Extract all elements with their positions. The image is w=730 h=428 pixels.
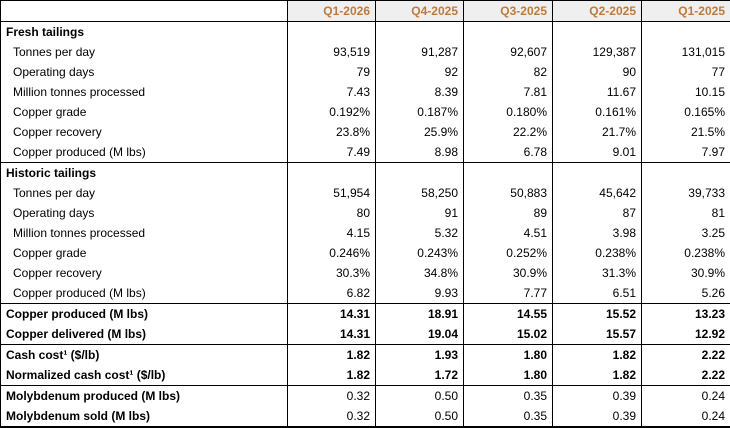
cell-value: 18.91 — [376, 304, 464, 325]
cell-empty — [288, 22, 376, 43]
cell-value: 30.9% — [642, 263, 730, 283]
cell-value: 23.8% — [288, 122, 376, 142]
cell-value: 91 — [376, 203, 464, 223]
cell-value: 30.3% — [288, 263, 376, 283]
cell-value: 21.5% — [642, 122, 730, 142]
cell-value: 0.35 — [464, 386, 553, 407]
cell-value: 30.9% — [464, 263, 553, 283]
table-row — [1, 223, 730, 243]
cell-value: 19.04 — [376, 324, 464, 345]
cell-value: 14.31 — [288, 324, 376, 345]
summary-row-label: Molybdenum sold (M lbs) — [1, 406, 288, 427]
cell-value: 79 — [288, 62, 376, 82]
cell-value: 21.7% — [553, 122, 642, 142]
section-title: Fresh tailings — [1, 22, 288, 43]
cell-value: 6.82 — [288, 283, 376, 304]
cell-value: 22.2% — [464, 122, 553, 142]
summary-row-label: Cash cost¹ ($/lb) — [1, 345, 288, 366]
cell-value: 0.187% — [376, 102, 464, 122]
cell-value: 3.25 — [642, 223, 730, 243]
header-quarter-q1-2025: Q1-2025 — [642, 1, 730, 22]
table-row — [1, 142, 730, 163]
cell-value: 1.82 — [553, 365, 642, 386]
cell-value: 39,733 — [642, 183, 730, 203]
cell-value: 0.35 — [464, 406, 553, 427]
cell-value: 0.252% — [464, 243, 553, 263]
cell-value: 3.98 — [553, 223, 642, 243]
cell-value: 9.93 — [376, 283, 464, 304]
cell-value: 1.80 — [464, 345, 553, 366]
cell-value: 87 — [553, 203, 642, 223]
cell-value: 34.8% — [376, 263, 464, 283]
row-label: Copper recovery — [1, 122, 288, 142]
table-row — [1, 163, 730, 184]
row-label: Million tonnes processed — [1, 82, 288, 102]
cell-empty — [464, 163, 553, 184]
row-label: Copper produced (M lbs) — [1, 283, 288, 304]
cell-value: 0.50 — [376, 406, 464, 427]
cell-value: 12.92 — [642, 324, 730, 345]
cell-value: 8.39 — [376, 82, 464, 102]
cell-value: 82 — [464, 62, 553, 82]
cell-empty — [464, 22, 553, 43]
cell-value: 81 — [642, 203, 730, 223]
table-body — [1, 22, 730, 428]
cell-value: 1.80 — [464, 365, 553, 386]
table-row — [1, 263, 730, 283]
cell-value: 89 — [464, 203, 553, 223]
cell-value: 1.72 — [376, 365, 464, 386]
summary-row-label: Copper delivered (M lbs) — [1, 324, 288, 345]
cell-value: 0.180% — [464, 102, 553, 122]
cell-value: 93,519 — [288, 42, 376, 62]
cell-value: 1.82 — [553, 345, 642, 366]
cell-empty — [553, 22, 642, 43]
table-row — [1, 22, 730, 43]
cell-value: 0.50 — [376, 386, 464, 407]
cell-value: 0.243% — [376, 243, 464, 263]
table-row — [1, 283, 730, 304]
cell-value: 50,883 — [464, 183, 553, 203]
row-label: Tonnes per day — [1, 42, 288, 62]
cell-value: 14.55 — [464, 304, 553, 325]
cell-empty — [553, 163, 642, 184]
cell-value: 0.39 — [553, 406, 642, 427]
cell-value: 5.26 — [642, 283, 730, 304]
cell-value: 2.22 — [642, 365, 730, 386]
cell-value: 58,250 — [376, 183, 464, 203]
table-row — [1, 102, 730, 122]
table-row — [1, 365, 730, 386]
cell-value: 0.238% — [642, 243, 730, 263]
cell-empty — [288, 163, 376, 184]
table-row — [1, 183, 730, 203]
cell-value: 15.57 — [553, 324, 642, 345]
table-row — [1, 304, 730, 325]
cell-value: 14.31 — [288, 304, 376, 325]
cell-value: 0.161% — [553, 102, 642, 122]
cell-value: 0.192% — [288, 102, 376, 122]
row-label: Operating days — [1, 62, 288, 82]
cell-value: 15.02 — [464, 324, 553, 345]
cell-value: 92 — [376, 62, 464, 82]
header-row — [1, 1, 730, 22]
summary-row-label: Copper produced (M lbs) — [1, 304, 288, 325]
table-row — [1, 386, 730, 407]
cell-value: 131,015 — [642, 42, 730, 62]
cell-value: 0.24 — [642, 406, 730, 427]
table-row — [1, 243, 730, 263]
table-row — [1, 203, 730, 223]
table-row — [1, 82, 730, 102]
cell-empty — [642, 22, 730, 43]
cell-value: 80 — [288, 203, 376, 223]
cell-value: 2.22 — [642, 345, 730, 366]
cell-empty — [376, 22, 464, 43]
header-quarter-q4-2025: Q4-2025 — [376, 1, 464, 22]
cell-value: 11.67 — [553, 82, 642, 102]
cell-value: 13.23 — [642, 304, 730, 325]
cell-value: 0.39 — [553, 386, 642, 407]
cell-value: 31.3% — [553, 263, 642, 283]
row-label: Copper grade — [1, 243, 288, 263]
cell-value: 0.165% — [642, 102, 730, 122]
cell-value: 7.49 — [288, 142, 376, 163]
table-row — [1, 122, 730, 142]
cell-value: 9.01 — [553, 142, 642, 163]
cell-value: 8.98 — [376, 142, 464, 163]
table-row — [1, 324, 730, 345]
cell-value: 7.43 — [288, 82, 376, 102]
cell-value: 15.52 — [553, 304, 642, 325]
cell-value: 0.238% — [553, 243, 642, 263]
cell-empty — [642, 163, 730, 184]
cell-empty — [376, 163, 464, 184]
cell-value: 7.77 — [464, 283, 553, 304]
cell-value: 91,287 — [376, 42, 464, 62]
cell-value: 129,387 — [553, 42, 642, 62]
cell-value: 45,642 — [553, 183, 642, 203]
cell-value: 51,954 — [288, 183, 376, 203]
cell-value: 10.15 — [642, 82, 730, 102]
cell-value: 25.9% — [376, 122, 464, 142]
cell-value: 6.51 — [553, 283, 642, 304]
cell-value: 0.246% — [288, 243, 376, 263]
header-corner-cell — [1, 1, 288, 22]
cell-value: 1.82 — [288, 345, 376, 366]
cell-value: 5.32 — [376, 223, 464, 243]
section-title: Historic tailings — [1, 163, 288, 184]
header-quarter-q1-2026: Q1-2026 — [288, 1, 376, 22]
cell-value: 1.82 — [288, 365, 376, 386]
row-label: Million tonnes processed — [1, 223, 288, 243]
cell-value: 4.15 — [288, 223, 376, 243]
table-row — [1, 42, 730, 62]
row-label: Tonnes per day — [1, 183, 288, 203]
cell-value: 92,607 — [464, 42, 553, 62]
row-label: Copper produced (M lbs) — [1, 142, 288, 163]
cell-value: 6.78 — [464, 142, 553, 163]
row-label: Copper grade — [1, 102, 288, 122]
table-row — [1, 62, 730, 82]
table-row — [1, 345, 730, 366]
table-row — [1, 406, 730, 427]
summary-row-label: Molybdenum produced (M lbs) — [1, 386, 288, 407]
cell-value: 77 — [642, 62, 730, 82]
header-quarter-q3-2025: Q3-2025 — [464, 1, 553, 22]
cell-value: 4.51 — [464, 223, 553, 243]
row-label: Copper recovery — [1, 263, 288, 283]
cell-value: 90 — [553, 62, 642, 82]
row-label: Operating days — [1, 203, 288, 223]
cell-value: 0.32 — [288, 406, 376, 427]
summary-row-label: Normalized cash cost¹ ($/lb) — [1, 365, 288, 386]
cell-value: 1.93 — [376, 345, 464, 366]
cell-value: 7.97 — [642, 142, 730, 163]
cell-value: 0.24 — [642, 386, 730, 407]
cell-value: 0.32 — [288, 386, 376, 407]
header-quarter-q2-2025: Q2-2025 — [553, 1, 642, 22]
cell-value: 7.81 — [464, 82, 553, 102]
